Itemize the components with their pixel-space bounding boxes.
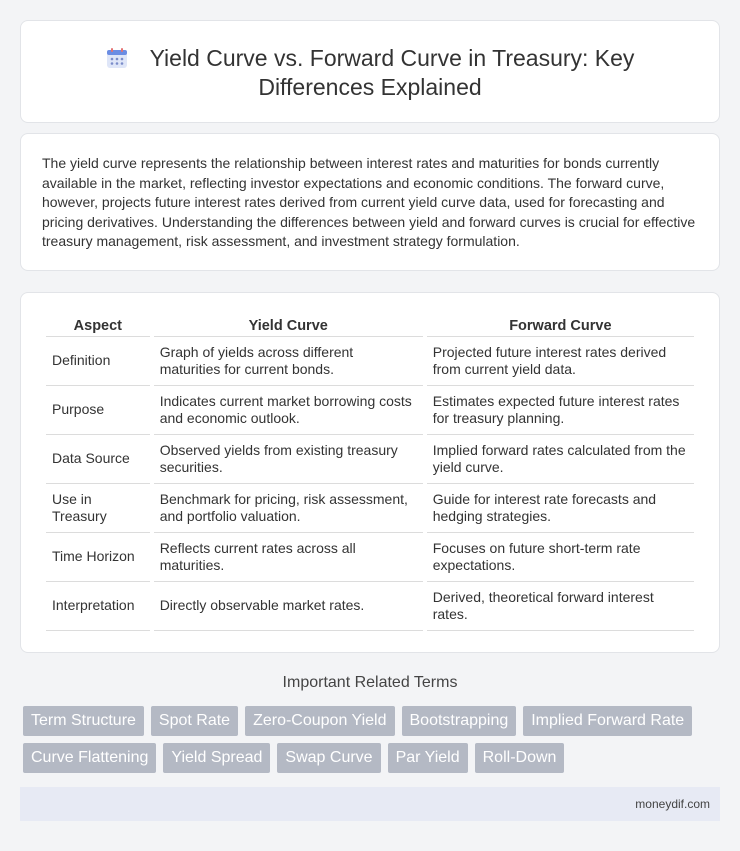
tag-swap-curve[interactable]: Swap Curve: [277, 743, 380, 773]
intro-paragraph: The yield curve represents the relationship between interest rates and maturities for bonds currently available in the market, reflecting investor expectations and economic conditions. The forward curve, however, projects future interest rates derived from current yield curve data, used for forecasting and pricing derivatives. Understanding the differences between yield and forward curves is crucial for effective treasury management, risk assessment, and investment strategy formulation.: [42, 155, 696, 250]
tag-spot-rate[interactable]: Spot Rate: [151, 706, 238, 736]
comparison-table: [42, 315, 698, 631]
cell-forward-curve: Derived, theoretical forward interest rates.: [427, 582, 694, 631]
header-forward-curve: Forward Curve: [427, 315, 694, 337]
tag-zero-coupon-yield[interactable]: Zero-Coupon Yield: [245, 706, 394, 736]
header-aspect: Aspect: [46, 315, 150, 337]
page-title: [21, 44, 719, 102]
intro-card: [20, 133, 720, 271]
related-terms-heading: Important Related Terms: [282, 674, 458, 691]
header-yield-curve: Yield Curve: [154, 315, 423, 337]
table-row: [46, 582, 694, 631]
title-line-1: Yield Curve vs. Forward Curve in Treasury: Key: [149, 45, 635, 71]
cell-yield-curve: Observed yields from existing treasury securities.: [154, 435, 423, 484]
cell-forward-curve: Guide for interest rate forecasts and hedging strategies.: [427, 484, 694, 533]
footer: [20, 787, 720, 821]
cell-yield-curve: Reflects current rates across all maturities.: [154, 533, 423, 582]
cell-forward-curve: Estimates expected future interest rates for treasury planning.: [427, 386, 694, 435]
cell-yield-curve: Benchmark for pricing, risk assessment, and portfolio valuation.: [154, 484, 423, 533]
table-row: [46, 435, 694, 484]
tag-implied-forward-rate[interactable]: Implied Forward Rate: [523, 706, 692, 736]
cell-aspect: Definition: [46, 337, 150, 386]
cell-forward-curve: Projected future interest rates derived from current yield data.: [427, 337, 694, 386]
cell-aspect: Data Source: [46, 435, 150, 484]
tag-row-1: [23, 706, 723, 736]
title-line-2: Differences Explained: [258, 74, 482, 100]
tag-term-structure[interactable]: Term Structure: [23, 706, 144, 736]
cell-yield-curve: Indicates current market borrowing costs and economic outlook.: [154, 386, 423, 435]
cell-aspect: Interpretation: [46, 582, 150, 631]
calendar-icon: [106, 47, 128, 69]
cell-yield-curve: Graph of yields across different maturities for current bonds.: [154, 337, 423, 386]
tag-row-2: [23, 743, 723, 773]
cell-aspect: Purpose: [46, 386, 150, 435]
tag-curve-flattening[interactable]: Curve Flattening: [23, 743, 156, 773]
comparison-card: [20, 292, 720, 653]
related-terms: [23, 706, 723, 780]
table-row: [46, 484, 694, 533]
title-card: [20, 20, 720, 123]
tag-yield-spread[interactable]: Yield Spread: [163, 743, 270, 773]
tag-roll-down[interactable]: Roll-Down: [475, 743, 565, 773]
tag-par-yield[interactable]: Par Yield: [388, 743, 468, 773]
cell-aspect: Time Horizon: [46, 533, 150, 582]
table-row: [46, 533, 694, 582]
table-header-row: [46, 315, 694, 337]
cell-forward-curve: Focuses on future short-term rate expectations.: [427, 533, 694, 582]
cell-aspect: Use in Treasury: [46, 484, 150, 533]
table-row: [46, 386, 694, 435]
tag-bootstrapping[interactable]: Bootstrapping: [402, 706, 517, 736]
table-row: [46, 337, 694, 386]
cell-yield-curve: Directly observable market rates.: [154, 582, 423, 631]
cell-forward-curve: Implied forward rates calculated from the yield curve.: [427, 435, 694, 484]
footer-site[interactable]: moneydif.com: [635, 797, 710, 811]
